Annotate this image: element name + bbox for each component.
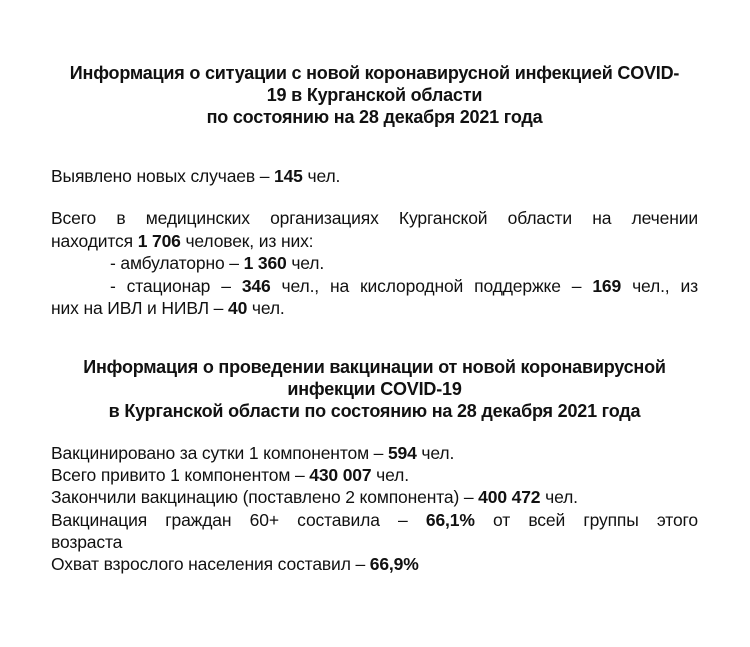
vaccination-item-value: 430 007 <box>309 465 372 486</box>
vaccination-item-label: Охват взрослого населения составил – <box>51 554 370 575</box>
vaccination-item-value: 400 472 <box>478 487 541 508</box>
new-cases-value: 145 <box>274 166 303 186</box>
situation-heading <box>51 62 698 128</box>
treatment-line-2 <box>51 230 698 253</box>
vaccination-stats <box>51 442 698 575</box>
outpatient-unit: чел. <box>286 253 325 273</box>
vaccination-item-daily <box>51 442 698 464</box>
vaccination-item-unit: от всей группы этого <box>474 509 698 530</box>
treatment-total-label: находится <box>51 230 138 251</box>
vaccination-item-first-dose-total <box>51 464 698 486</box>
vaccination-heading-line-2: инфекции COVID-19 <box>287 379 462 399</box>
vaccination-item-value: 66,1% <box>425 509 475 530</box>
inpatient-value: 346 <box>241 275 271 296</box>
vaccination-item-label: Закончили вакцинацию (поставлено 2 компонента) – <box>51 487 479 508</box>
ventilator-label: них на ИВЛ и НИВЛ – <box>51 298 228 318</box>
treatment-paragraph <box>51 207 698 320</box>
vaccination-item-label: Вакцинировано за сутки 1 компонентом – <box>51 443 388 463</box>
outpatient-line <box>51 252 698 275</box>
ventilator-line <box>51 297 698 320</box>
oxygen-unit: чел., из <box>621 275 698 296</box>
vaccination-item-value: 594 <box>387 443 417 463</box>
new-cases-label: Выявлено новых случаев – <box>51 166 275 186</box>
vaccination-item-60plus <box>51 509 698 531</box>
situation-heading-line-1: Информация о ситуации с новой коронавирусной инфекцией COVID- <box>69 63 680 83</box>
vaccination-heading-line-1: Информация о проведении вакцинации от новой коронавирусной <box>83 357 666 377</box>
vaccination-item-unit: чел. <box>416 443 455 463</box>
inpatient-label: - стационар – <box>110 275 242 296</box>
outpatient-value: 1 360 <box>243 253 287 273</box>
treatment-line-1: Всего в медицинских организациях Курганской области на лечении <box>51 208 698 228</box>
new-cases-unit: чел. <box>302 166 341 186</box>
vaccination-item-completed <box>51 486 698 508</box>
treatment-total-value: 1 706 <box>137 230 181 251</box>
outpatient-label: - амбулаторно – <box>110 253 244 273</box>
vaccination-item-60plus-continuation: возраста <box>51 531 123 552</box>
inpatient-line <box>51 275 698 298</box>
oxygen-label: чел., на кислородной поддержке – <box>270 275 593 296</box>
treatment-total-unit: человек, из них: <box>180 230 314 251</box>
ventilator-value: 40 <box>227 298 248 318</box>
vaccination-heading-line-3: в Курганской области по состоянию на 28 декабря 2021 года <box>108 401 641 421</box>
vaccination-item-unit: чел. <box>540 487 578 508</box>
vaccination-item-unit: чел. <box>371 465 409 486</box>
vaccination-item-adult-coverage <box>51 553 698 575</box>
situation-heading-line-2: 19 в Курганской области <box>266 85 483 105</box>
vaccination-heading <box>51 356 698 422</box>
vaccination-item-value: 66,9% <box>369 554 419 575</box>
vaccination-item-label: Вакцинация граждан 60+ составила – <box>51 509 426 530</box>
vaccination-item-label: Всего привито 1 компонентом – <box>51 465 310 486</box>
oxygen-value: 169 <box>592 275 622 296</box>
situation-heading-line-3: по состоянию на 28 декабря 2021 года <box>206 107 543 127</box>
new-cases-paragraph <box>51 165 698 188</box>
ventilator-unit: чел. <box>247 298 285 318</box>
